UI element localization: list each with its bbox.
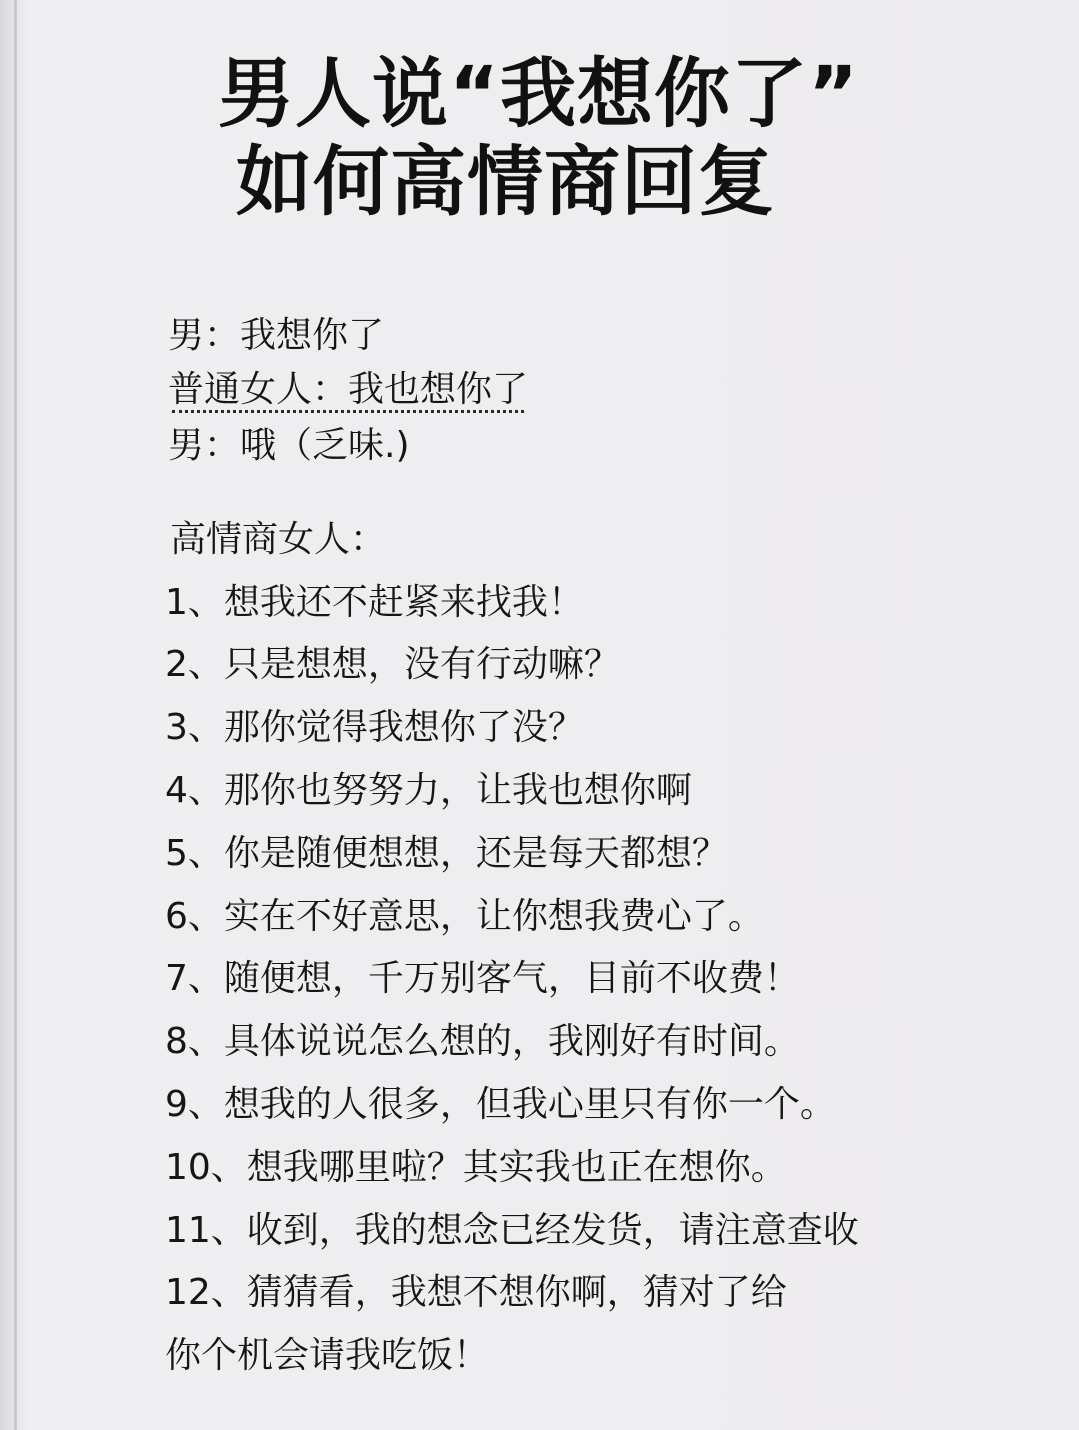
page-title (218, 50, 859, 226)
reply-item: 3、那你觉得我想你了没？ (165, 707, 584, 748)
reply-item: 5、你是随便想想，还是每天都想？ (165, 833, 728, 874)
reply-item: 10、想我哪里啦？其实我也正在想你。 (165, 1147, 787, 1188)
reply-item: 8、具体说说怎么想的，我刚好有时间。 (165, 1021, 800, 1062)
section-heading: 高情商女人： (170, 519, 387, 560)
reply-item: 4、那你也努努力，让我也想你啊 (165, 770, 692, 811)
dotted-underline (172, 410, 524, 413)
dialogue-line: 普通女人：我也想你了 (168, 369, 529, 410)
title-line-2: 如何高情商回复 (236, 137, 775, 226)
reply-item: 2、只是想想，没有行动嘛？ (165, 644, 620, 685)
binding-edge (14, 0, 17, 1430)
reply-item: 11、收到，我的想念已经发货，请注意查收 (165, 1210, 859, 1251)
dialogue-line: 男：我想你了 (168, 315, 385, 356)
title-line-1: 男人说“我想你了” (218, 49, 859, 138)
reply-item: 1、想我还不赶紧来找我！ (165, 582, 584, 623)
reply-item: 7、随便想，千万别客气，目前不收费！ (165, 958, 800, 999)
reply-item: 12、猜猜看，我想不想你啊，猜对了给 (165, 1272, 787, 1313)
reply-item: 6、实在不好意思，让你想我费心了。 (165, 896, 764, 937)
reply-item: 9、想我的人很多，但我心里只有你一个。 (165, 1084, 836, 1125)
dialogue-line: 男：哦（乏味.) (168, 425, 410, 466)
reply-item-continuation: 你个机会请我吃饭！ (165, 1335, 490, 1376)
